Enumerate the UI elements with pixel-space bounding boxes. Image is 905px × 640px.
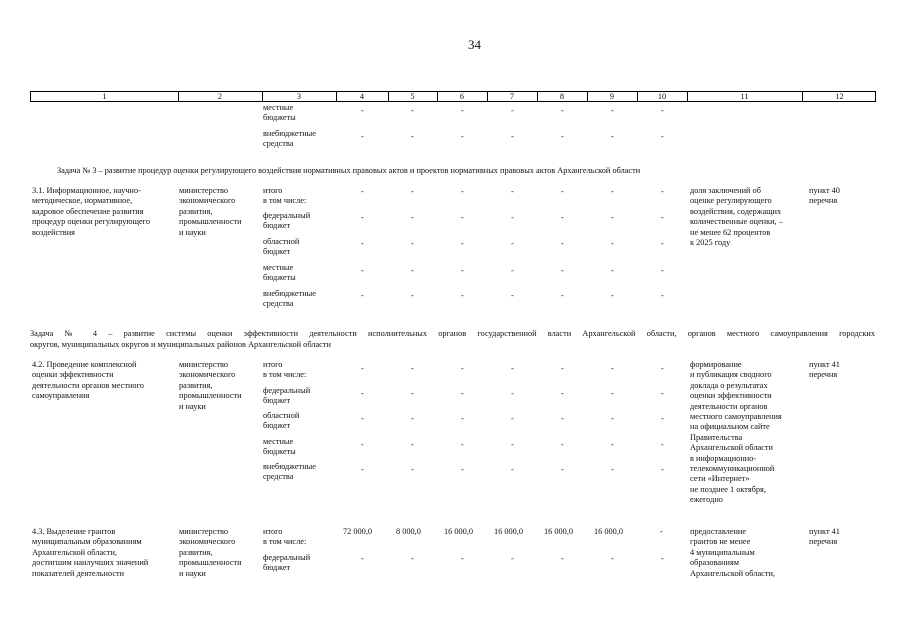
- dash-mark: -: [511, 440, 514, 449]
- dash-mark: -: [361, 106, 364, 115]
- dash-mark: -: [511, 465, 514, 474]
- dash-mark: -: [511, 414, 514, 423]
- dash-mark: -: [461, 187, 464, 196]
- dash-mark: -: [511, 132, 514, 141]
- dash-mark: -: [361, 132, 364, 141]
- source-label: областной бюджет: [263, 411, 300, 431]
- dash-mark: -: [611, 389, 614, 398]
- measure-name: 4.2. Проведение комплексной оценки эффективности деятельности органов местного самоуправления: [32, 360, 144, 401]
- dash-mark: -: [511, 554, 514, 563]
- dash-mark: -: [411, 266, 414, 275]
- dash-mark: -: [661, 465, 664, 474]
- source-label: федеральный бюджет: [263, 211, 311, 231]
- dash-mark: -: [361, 414, 364, 423]
- dash-mark: -: [361, 364, 364, 373]
- executor: министерство экономического развития, промышленности и науки: [179, 360, 242, 411]
- dash-mark: -: [661, 106, 664, 115]
- dash-mark: -: [561, 465, 564, 474]
- funding-value: 16 000,0: [544, 527, 574, 536]
- column-number: 11: [740, 92, 749, 101]
- dash-mark: -: [511, 364, 514, 373]
- dash-mark: -: [661, 187, 664, 196]
- source-label: итого в том числе:: [263, 186, 307, 206]
- dash-mark: -: [361, 266, 364, 275]
- expected-result: доля заключений об оценке регулирующего воздействия, содержащих количественные оценки, – не менее 62 процентов к 2025 году: [690, 186, 783, 248]
- column-number: 1: [102, 92, 107, 101]
- funding-value: 16 000,0: [444, 527, 474, 536]
- dash-mark: -: [561, 187, 564, 196]
- task-3-heading: Задача № 3 – развитие процедур оценки регулирующего воздействия нормативных правовых актов и проектов нормативных правовых актов Архангельской области: [57, 166, 641, 175]
- dash-mark: -: [661, 239, 664, 248]
- source-label: областной бюджет: [263, 237, 300, 257]
- dash-mark: -: [461, 132, 464, 141]
- dash-mark: -: [611, 132, 614, 141]
- dash-mark: -: [411, 440, 414, 449]
- dash-mark: -: [361, 465, 364, 474]
- dash-mark: -: [661, 132, 664, 141]
- dash-mark: -: [561, 266, 564, 275]
- measure-name: 3.1. Информационное, научно- методическое, нормативное, кадровое обеспечение развития процедур оценки регулирующего воздействия: [32, 186, 150, 237]
- dash-mark: -: [661, 414, 664, 423]
- dash-mark: -: [461, 440, 464, 449]
- dash-mark: -: [411, 187, 414, 196]
- dash-mark: -: [411, 389, 414, 398]
- dash-mark: -: [361, 554, 364, 563]
- expected-result: предоставление грантов не менее 4 муниципальным образованиям Архангельской области,: [690, 527, 775, 578]
- dash-mark: -: [461, 291, 464, 300]
- measure-name: 4.3. Выделение грантов муниципальным образованиям Архангельской области, достигшим наилучших значений показателей деятельности: [32, 527, 149, 578]
- dash-mark: -: [611, 291, 614, 300]
- source-label: внебюджетные средства: [263, 289, 316, 309]
- dash-mark: -: [361, 213, 364, 222]
- dash-mark: -: [561, 239, 564, 248]
- funding-value: 72 000,0: [343, 527, 373, 536]
- dash-mark: -: [561, 440, 564, 449]
- dash-mark: -: [561, 414, 564, 423]
- dash-mark: -: [511, 389, 514, 398]
- dash-mark: -: [511, 213, 514, 222]
- dash-mark: -: [361, 291, 364, 300]
- dash-mark: -: [561, 106, 564, 115]
- reference: пункт 41 перечня: [809, 527, 840, 547]
- column-number: 5: [410, 92, 415, 101]
- dash-mark: -: [411, 465, 414, 474]
- dash-mark: -: [511, 239, 514, 248]
- source-label: местные бюджеты: [263, 103, 296, 123]
- expected-result: формирование и публикация сводного доклада о результатах оценки эффективности деятельности органов местного самоуправления на официальном сайте Правительства Архангельской области в информационно- телекоммуникационной сети «Интернет» не позднее 1 октября, ежегодно: [690, 360, 782, 505]
- source-label: местные бюджеты: [263, 263, 296, 283]
- column-number: 8: [559, 92, 565, 101]
- dash-mark: -: [511, 291, 514, 300]
- task-4-heading-line1: Задача № 4 – развитие системы оценки эффективности деятельности исполнительных органов государственной власти Архангельской области, органов местного самоуправления городских: [30, 329, 875, 338]
- dash-mark: -: [611, 213, 614, 222]
- dash-mark: -: [461, 414, 464, 423]
- dash-mark: -: [461, 239, 464, 248]
- column-number: 3: [296, 92, 302, 101]
- dash-mark: -: [611, 414, 614, 423]
- dash-mark: -: [661, 364, 664, 373]
- dash-mark: -: [511, 106, 514, 115]
- dash-mark: -: [611, 364, 614, 373]
- dash-mark: -: [661, 440, 664, 449]
- dash-mark: -: [411, 132, 414, 141]
- column-number: 6: [459, 92, 465, 101]
- dash-mark: -: [611, 106, 614, 115]
- task-4-heading-line2: округов, муниципальных округов и муниципальных районов Архангельской области: [30, 340, 331, 349]
- column-number: 12: [835, 92, 844, 101]
- column-number: 9: [609, 92, 615, 101]
- dash-mark: -: [461, 213, 464, 222]
- dash-mark: -: [411, 364, 414, 373]
- reference: пункт 41 перечня: [809, 360, 840, 380]
- dash-mark: -: [661, 291, 664, 300]
- dash-mark: -: [461, 266, 464, 275]
- funding-value: 16 000,0: [594, 527, 624, 536]
- source-label: местные бюджеты: [263, 437, 296, 457]
- dash-mark: -: [511, 266, 514, 275]
- dash-mark: -: [411, 414, 414, 423]
- dash-mark: -: [611, 554, 614, 563]
- dash-mark: -: [611, 465, 614, 474]
- executor: министерство экономического развития, промышленности и науки: [179, 186, 242, 237]
- dash-mark: -: [361, 187, 364, 196]
- funding-value: 8 000,0: [396, 527, 421, 536]
- dash-mark: -: [411, 239, 414, 248]
- dash-mark: -: [461, 465, 464, 474]
- dash-mark: -: [411, 213, 414, 222]
- dash-mark: -: [461, 364, 464, 373]
- column-number: 4: [359, 92, 365, 101]
- column-number: 7: [509, 92, 515, 101]
- dash-mark: -: [561, 291, 564, 300]
- source-label: федеральный бюджет: [263, 553, 311, 573]
- dash-mark: -: [461, 554, 464, 563]
- dash-mark: -: [561, 132, 564, 141]
- column-number: 10: [657, 92, 667, 101]
- source-label: итого в том числе:: [263, 527, 307, 547]
- column-header-row: [30, 91, 876, 102]
- dash-mark: -: [611, 187, 614, 196]
- dash-mark: -: [661, 554, 664, 563]
- page-number: 34: [468, 37, 481, 52]
- dash-mark: -: [661, 389, 664, 398]
- source-label: итого в том числе:: [263, 360, 307, 380]
- dash-mark: -: [461, 106, 464, 115]
- dash-mark: -: [511, 187, 514, 196]
- dash-mark: -: [611, 440, 614, 449]
- dash-mark: -: [561, 389, 564, 398]
- dash-mark: -: [561, 213, 564, 222]
- dash-mark: -: [661, 266, 664, 275]
- source-label: федеральный бюджет: [263, 386, 311, 406]
- dash-mark: -: [461, 389, 464, 398]
- dash-mark: -: [411, 291, 414, 300]
- dash-mark: -: [561, 364, 564, 373]
- column-number: 2: [217, 92, 223, 101]
- source-label: внебюджетные средства: [263, 462, 316, 482]
- dash-mark: -: [611, 239, 614, 248]
- source-label: внебюджетные средства: [263, 129, 316, 149]
- dash-mark: -: [411, 554, 414, 563]
- dash-mark: -: [611, 266, 614, 275]
- executor: министерство экономического развития, промышленности и науки: [179, 527, 242, 578]
- dash-mark: -: [361, 440, 364, 449]
- dash-mark: -: [661, 213, 664, 222]
- dash-mark: -: [411, 106, 414, 115]
- dash-mark: -: [361, 239, 364, 248]
- dash-mark: -: [361, 389, 364, 398]
- dash-mark: -: [561, 554, 564, 563]
- funding-value: -: [660, 527, 663, 536]
- funding-value: 16 000,0: [494, 527, 524, 536]
- reference: пункт 40 перечня: [809, 186, 840, 206]
